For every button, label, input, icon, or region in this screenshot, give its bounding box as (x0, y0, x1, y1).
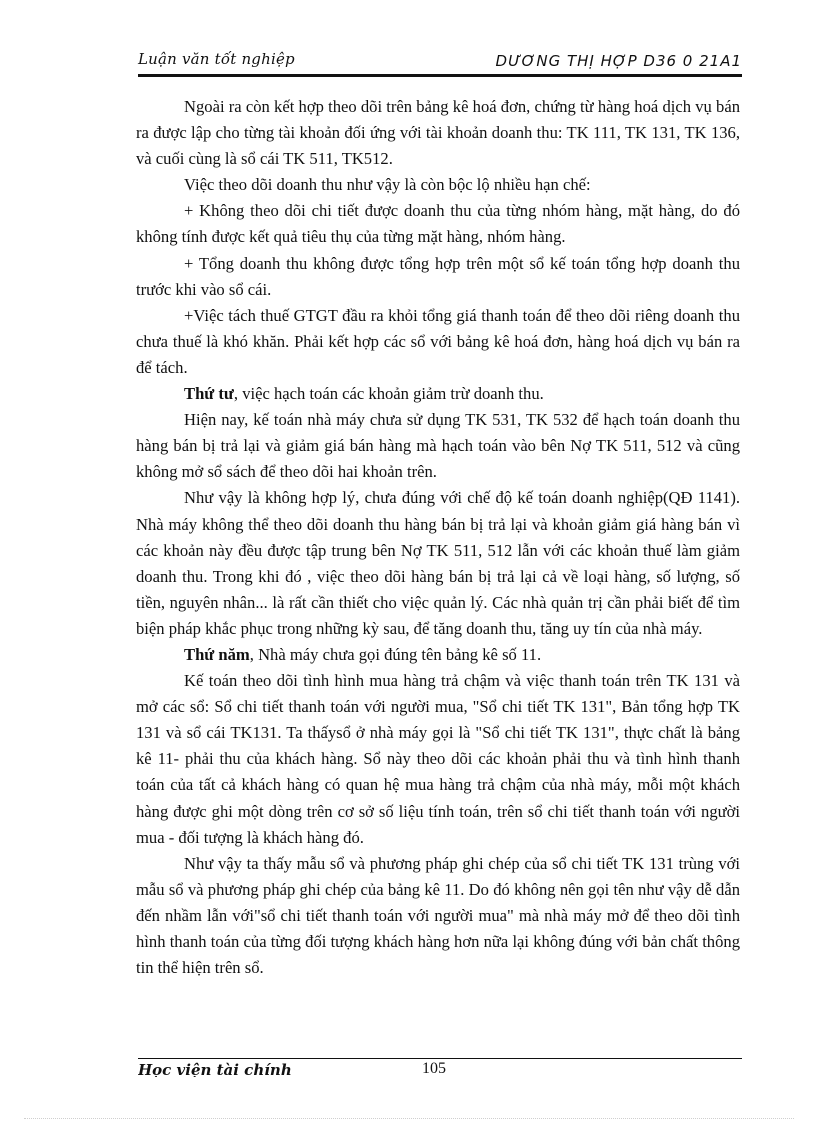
footer-institution: Học viện tài chính (138, 1061, 292, 1077)
paragraph-fifth: Thứ năm, Nhà máy chưa gọi đúng tên bảng kê số 11. (184, 644, 542, 664)
paragraph: Ngoài ra còn kết hợp theo dõi trên bảng kê hoá đơn, chứng từ hàng hoá dịch vụ bán ra được lập cho từng tài khoản đối ứng với tài khoản doanh thu: TK 111, TK 131, TK 136, và cuối cùng là sổ cái TK 511, TK512. (136, 97, 740, 169)
header-author-class: DƯƠNG THỊ HỢP D36 0 21A1 (495, 52, 742, 70)
body-text (136, 94, 740, 981)
header-rule (138, 74, 742, 77)
paragraph: + Không theo dõi chi tiết được doanh thu của từng nhóm hàng, mặt hàng, do đó không tính được kết quả tiêu thụ của từng mặt hàng, nhóm hàng. (136, 201, 740, 247)
header-thesis-label: Luận văn tốt nghiệp (138, 50, 295, 68)
page-header (138, 50, 742, 72)
footer-rule (138, 1058, 742, 1059)
paragraph: + Tổng doanh thu không được tổng hợp trên một sổ kế toán tổng hợp doanh thu trước khi vào sổ cái. (136, 253, 740, 299)
paragraph: Như vậy ta thấy mẫu sổ và phương pháp ghi chép của sổ chi tiết TK 131 trùng với mẫu sổ và phương pháp ghi chép của bảng kê 11. Do đó không nên gọi tên như vậy dễ dẫn đến nhầm lẫn với"sổ chi tiết thanh toán với người mua" mà nhà máy mở để theo dõi tình hình thanh toán của từng đối tượng khách hàng hơn nữa lại không đúng với bản chất thông tin thể hiện trên sổ. (136, 853, 740, 978)
page-edge-dots (24, 1118, 794, 1119)
paragraph: Việc theo dõi doanh thu như vậy là còn bộc lộ nhiều hạn chế: (184, 175, 591, 195)
paragraph: Như vậy là không hợp lý, chưa đúng với chế độ kế toán doanh nghiệp(QĐ 1141). Nhà máy không thể theo dõi doanh thu hàng bán bị trả lại và khoản giảm giá hàng bán vì các khoản này đều được tập trung bên Nợ TK 511, 512 lẫn với các khoản thuế làm giảm doanh thu. Trong khi đó , việc theo dõi hàng bán bị trả lại cả về loại hàng, số lượng, số tiền, nguyên nhân... là rất cần thiết cho việc quản lý. Các nhà quản trị cần phải biết để tìm biện pháp khắc phục trong những kỳ sau, để tăng doanh thu, tăng uy tín của nhà máy. (136, 488, 740, 638)
paragraph: Hiện nay, kế toán nhà máy chưa sử dụng TK 531, TK 532 để hạch toán doanh thu hàng bán bị trả lại và giảm giá bán hàng mà hạch toán vào bên Nợ TK 511, 512 và cũng không mở sổ sách để theo dõi hai khoản trên. (136, 410, 740, 482)
paragraph: +Việc tách thuế GTGT đầu ra khỏi tổng giá thanh toán để theo dõi riêng doanh thu chưa thuế là khó khăn. Phải kết hợp các sổ với bảng kê hoá đơn, hàng hoá dịch vụ bán ra để tách. (136, 305, 740, 377)
heading-fifth: Thứ năm (184, 644, 250, 664)
paragraph: Kế toán theo dõi tình hình mua hàng trả chậm và việc thanh toán trên TK 131 và mở các sổ: Sổ chi tiết thanh toán với người mua, "Sổ chi tiết TK 131", Bản tổng hợp TK 131 và sổ cái TK131. Ta thấysổ ở nhà máy gọi là "Sổ chi tiết TK 131", thực chất là bảng kê 11- phải thu của khách hàng. Sổ này theo dõi các khoản phải thu và tình hình thanh toán của tất cả khách hàng có quan hệ mua hàng trả chậm của nhà máy, mỗi một khách hàng được ghi một dòng trên cơ sở số liệu tính toán, trên sổ chi tiết thanh toán với người mua - đối tượng là khách hàng đó. (136, 671, 740, 847)
paragraph-fourth: Thứ tư, việc hạch toán các khoản giảm trừ doanh thu. (184, 384, 544, 404)
heading-fourth: Thứ tư (184, 384, 234, 404)
page-number: 105 (422, 1060, 446, 1077)
